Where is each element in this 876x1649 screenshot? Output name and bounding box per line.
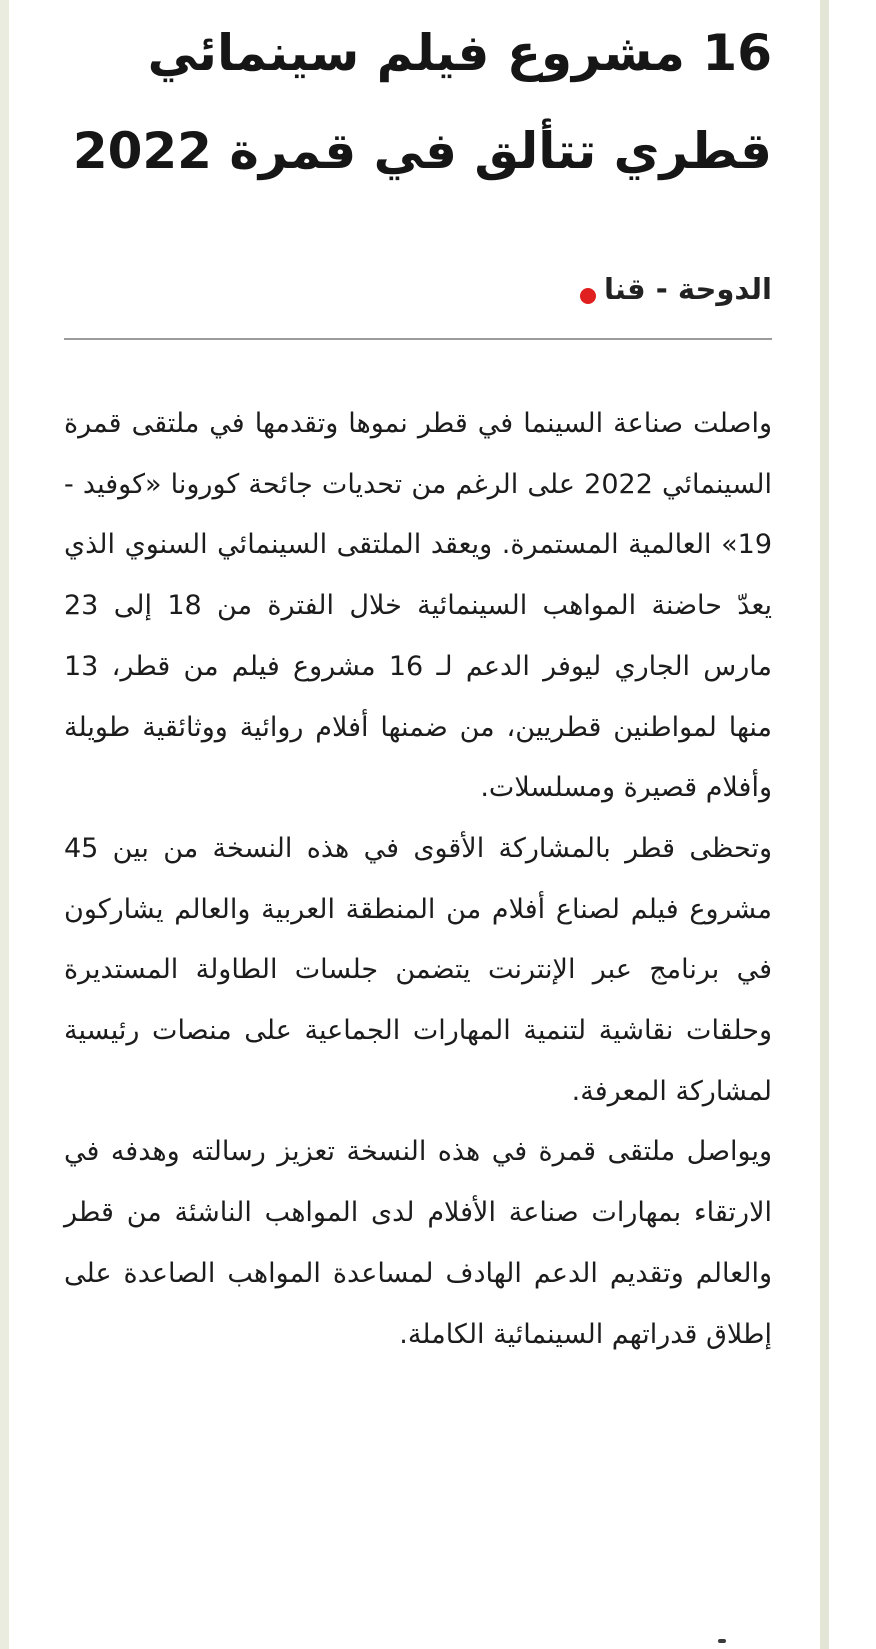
news-article — [64, 0, 773, 1350]
bullet-dot-icon — [580, 288, 596, 304]
page-edge-right — [820, 0, 829, 1649]
byline-text: الدوحة - قنا — [603, 272, 772, 306]
article-paragraph-2: وتحظى قطر بالمشاركة الأقوى في هذه النسخة من بين 45 مشروع فيلم لصناع أفلام من المنطقة العربية والعالم يشاركون في برنامج عبر الإنترنت يتضمن جلسات الطاولة المستديرة وحلقات نقاشية لتنمية المهارات الجماعية على منصات رئيسية لمشاركة المعرفة. — [64, 832, 772, 1107]
article-paragraph-3: ويواصل ملتقى قمرة في هذه النسخة تعزيز رسالته وهدفه في الارتقاء بمهارات صناعة الأفلام لدى المواهب الناشئة من قطر والعالم وتقديم الدعم الهادف لمساعدة المواهب الصاعدة على إطلاق قدراتهم السينمائية الكاملة. — [64, 1136, 772, 1350]
article-byline — [580, 272, 772, 306]
section-divider — [64, 338, 772, 340]
next-page-mark — [718, 1639, 726, 1643]
article-body — [64, 394, 772, 1365]
article-headline: 16 مشروع فيلم سينمائي قطري تتألق في قمرة 2022 — [72, 24, 772, 180]
page-edge-left — [0, 0, 9, 1649]
article-paragraph-1: واصلت صناعة السينما في قطر نموها وتقدمها في ملتقى قمرة السينمائي 2022 على الرغم من تحديات جائحة كورونا «كوفيد - 19» العالمية المستمرة. ويعقد الملتقى السينمائي السنوي الذي يعدّ حاضنة المواهب السينمائية خلال الفترة من 18 إلى 23 مارس الجاري ليوفر الدعم لـ 16 مشروع فيلم من قطر، 13 منها لمواطنين قطريين، من ضمنها أفلام روائية ووثائقية طويلة وأفلام قصيرة ومسلسلات. — [64, 408, 773, 804]
